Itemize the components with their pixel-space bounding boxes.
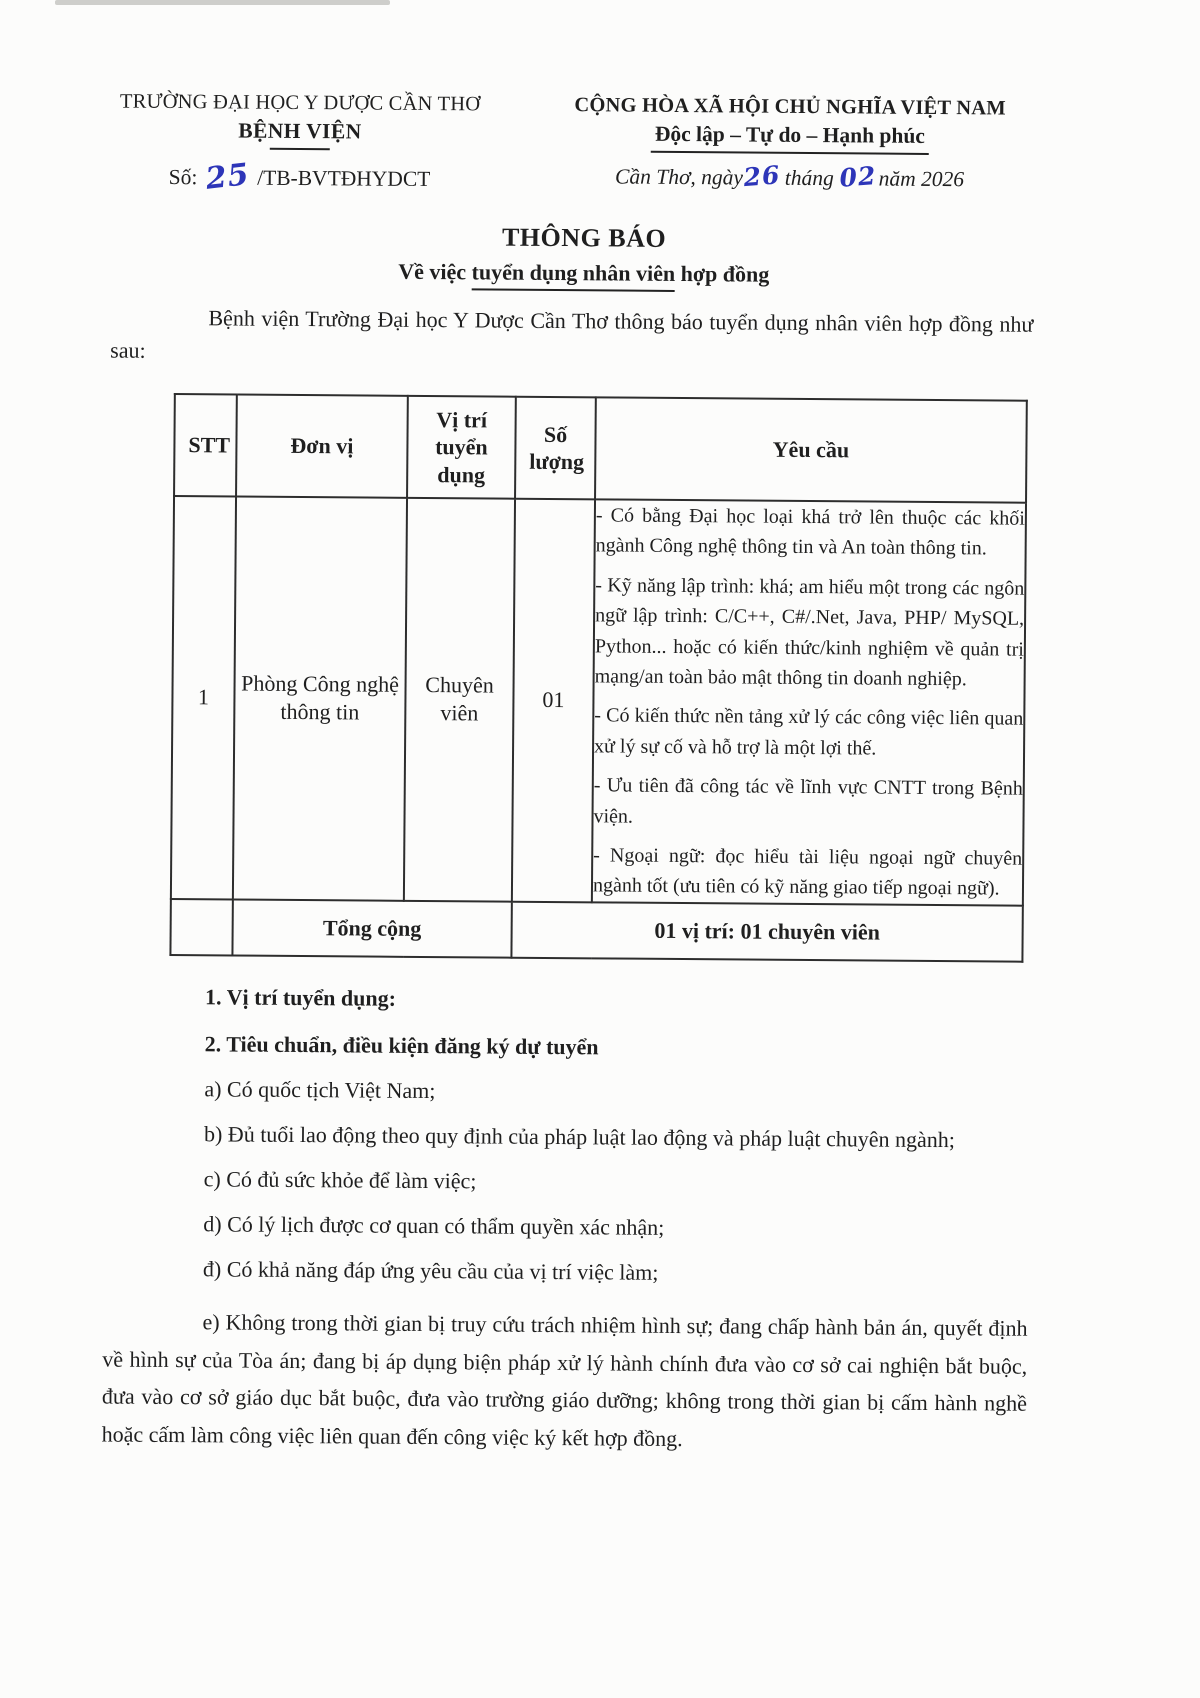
date-month-word: tháng — [784, 165, 834, 191]
document-number-code: /TB-BVTĐHYDCT — [257, 165, 431, 192]
date-year: năm 2026 — [878, 166, 965, 192]
requirement-item: - Ngoại ngữ: đọc hiểu tài liệu ngoại ngữ chuyên ngành tốt (ưu tiên có kỹ năng giao tiếp ngoại ngữ). — [592, 844, 1023, 900]
handwritten-day: 26 — [742, 160, 782, 193]
cell-don-vi: Phòng Công nghệ thông tin — [233, 497, 407, 901]
condition-item-e-paragraph: e) Không trong thời gian bị truy cứu trách nhiệm hình sự; đang chấp hành bản án, quyết định về hình sự của Tòa án; đang bị áp dụng biện pháp xử lý hành chính đưa vào cơ sở cai nghiện bắt buộc, đưa vào cơ sở giáo dục bắt buộc, đưa vào trường giáo dưỡng; không trong thời gian bị cấm hành nghề hoặc cấm làm công việc liên quan đến công việc ký kết hợp đồng. — [101, 1308, 1028, 1452]
recruitment-table — [169, 393, 1027, 962]
total-label-cell: Tổng cộng — [232, 899, 511, 957]
column-header-vi-tri: Vị trí tuyển dụng — [407, 396, 516, 499]
document-header — [0, 0, 1200, 198]
requirement-item: - Ưu tiên đã công tác về lĩnh vực CNTT trong Bệnh viện. — [593, 774, 1023, 828]
intro-paragraph: Bệnh viện Trường Đại học Y Dược Cần Thơ thông báo tuyển dụng nhân viên hợp đồng như sau: — [110, 305, 1034, 363]
condition-item-d: d) Có lý lịch được cơ quan có thẩm quyền xác nhận; — [203, 1210, 665, 1240]
subtitle-suffix: hợp đồng — [675, 260, 770, 287]
condition-item-c: c) Có đủ sức khỏe để làm việc; — [203, 1165, 477, 1194]
requirement-item: - Kỹ năng lập trình: khá; am hiểu một trong các ngôn ngữ lập trình: C/C++, C#/.Net, Java, PHP/ MySQL, Python... hoặc có kiến thức/kinh nghiệm về quản trị mạng/an toàn bảo mật thông tin doanh nghiệp. — [594, 574, 1025, 691]
handwritten-document-number: 25 — [203, 157, 252, 197]
issuing-org-block — [75, 90, 524, 197]
section-heading-1: 1. Vị trí tuyển dụng: — [205, 983, 397, 1011]
hospital-name: BỆNH VIỆN — [238, 118, 362, 144]
national-header-block — [529, 94, 1050, 197]
document-number-label: Số: — [168, 164, 198, 190]
column-header-yeu-cau: Yêu cầu — [595, 397, 1027, 502]
cell-vi-tri: Chuyên viên — [404, 498, 515, 902]
table-total-row — [170, 899, 1022, 962]
requirement-item: - Có bằng Đại học loại khá trở lên thuộc các khối ngành Công nghệ thông tin và An toàn thông tin. — [595, 504, 1025, 560]
document-subtitle — [79, 256, 1089, 290]
table-header-row — [174, 394, 1027, 503]
column-header-don-vi: Đơn vị — [236, 395, 408, 498]
column-header-stt: STT — [174, 394, 237, 496]
university-name: TRƯỜNG ĐẠI HỌC Y DƯỢC CẦN THƠ — [119, 90, 481, 116]
cell-so-luong: 01 — [512, 499, 595, 902]
table-row — [171, 496, 1026, 905]
total-value-cell: 01 vị trí: 01 chuyên viên — [511, 901, 1022, 961]
national-title: CỘNG HÒA XÃ HỘI CHỦ NGHĨA VIỆT NAM — [574, 94, 1006, 120]
place-date-line — [529, 162, 1049, 193]
title-block — [79, 219, 1089, 290]
cell-stt: 1 — [171, 496, 236, 899]
requirement-item: - Có kiến thức nền tảng xử lý các công việc liên quan xử lý sự cố và hỗ trợ là một lợi thế. — [594, 704, 1024, 760]
handwritten-month: 02 — [838, 160, 878, 193]
document-title: THÔNG BÁO — [501, 222, 667, 253]
cell-yeu-cau — [592, 499, 1026, 905]
total-row-empty-cell — [170, 899, 232, 955]
column-header-so-luong: Số lượng — [515, 397, 596, 500]
condition-item-a: a) Có quốc tịch Việt Nam; — [204, 1075, 436, 1103]
date-place: Cần Thơ, ngày — [615, 164, 744, 190]
document-number-line — [75, 157, 523, 197]
condition-item-b: b) Đủ tuổi lao động theo quy định của pháp luật lao động và pháp luật chuyên ngành; — [203, 1120, 956, 1152]
condition-item-dd: đ) Có khả năng đáp ứng yêu cầu của vị trí việc làm; — [202, 1255, 659, 1285]
national-motto: Độc lập – Tự do – Hạnh phúc — [651, 122, 929, 155]
subtitle-prefix: Về việc — [398, 258, 472, 285]
hospital-name-underline — [270, 148, 330, 150]
section-heading-2: 2. Tiêu chuẩn, điều kiện đăng ký dự tuyển — [204, 1030, 599, 1060]
subtitle-underlined-text: tuyển dụng nhân viên — [471, 259, 675, 292]
